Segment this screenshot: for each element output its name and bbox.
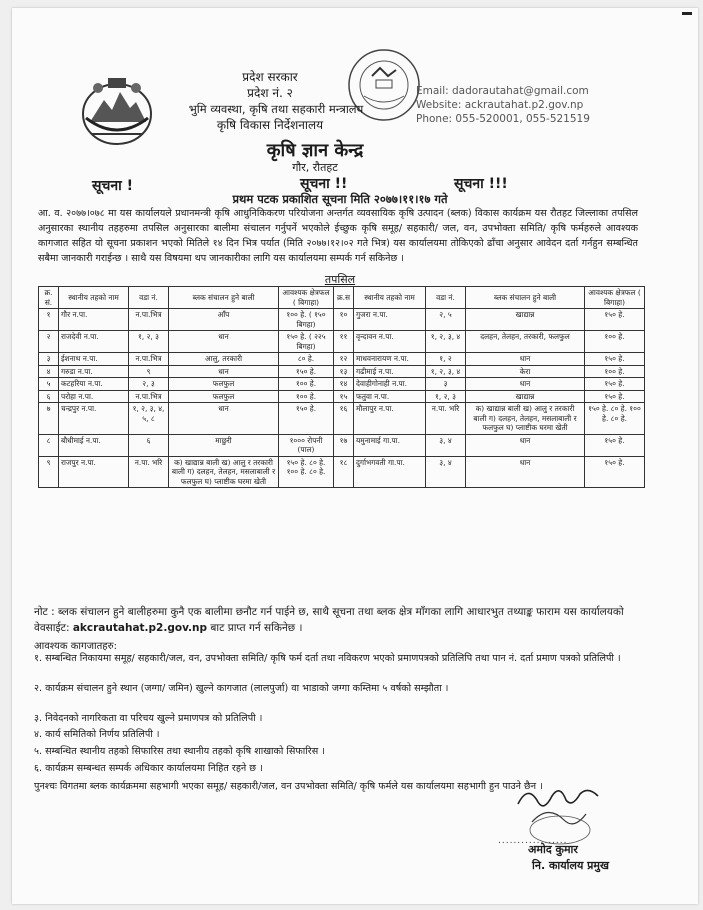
column-header: स्थानीय तहको नाम <box>354 287 426 309</box>
table-row <box>39 390 645 403</box>
table-header-row <box>39 287 645 309</box>
table-cell: धान <box>169 365 279 378</box>
table-cell: १५० हे. ८० हे. १०० हे. ८० हे. <box>279 456 334 488</box>
table-cell: १, २, ३, ४ <box>426 365 466 378</box>
table-cell: १०० हे. <box>279 390 334 403</box>
table-cell: बौधीमाई न.पा. <box>59 434 129 456</box>
header-government: प्रदेश सरकार <box>242 70 298 84</box>
contact-email: Email: dadorautahat@gmail.com <box>416 85 589 97</box>
table-cell: खाद्यान्न <box>466 309 585 331</box>
table-row <box>39 365 645 378</box>
table-cell: १, २, ३, ४ <box>426 331 466 353</box>
requirement-item-4: ४. कार्य समितिको निर्णय प्रतिलिपी । <box>34 729 160 740</box>
column-header: वडा नं. <box>426 287 466 309</box>
contact-website: Website: ackrautahat.p2.gov.np <box>416 99 584 111</box>
table-cell: न.पा.भित्र <box>129 353 169 366</box>
table-cell: ५ <box>39 378 59 391</box>
table-cell: क) खाद्यान्न बाली ख) आलु र तरकारी बाली ग) दलहन, तेलहन, मसलाबाली र फलफुल घ) प्लाष्टीक घरमा खेती <box>169 456 279 488</box>
table-row <box>39 309 645 331</box>
table-cell: क) खाद्यान्न बाली ख) आलु र तरकारी बाली ग) दलहन, तेलहन, मसलाबाली र फलफुल घ) प्लाष्टीक घरमा खेती <box>466 403 585 435</box>
table-row <box>39 434 645 456</box>
website-link[interactable]: akcrautahat.p2.gov.np <box>72 622 208 634</box>
table-cell: ९ <box>129 365 169 378</box>
table-cell: १५० हे. <box>585 378 645 391</box>
table-cell: धान <box>466 378 585 391</box>
table-cell: १५० हे. <box>585 309 645 331</box>
table-cell: केरा <box>466 365 585 378</box>
note-text: नोट : ब्लक संचालन हुने बालीहरुमा कुनै एक बालीमा छनौट गर्न पाईने छ, साथै सूचना तथा ब्लक क्षेत्र माँगका लागि आधारभुत तथ्याङ्क फाराम यस कार्यालयको वेवसाईट: <box>34 606 624 634</box>
table-cell: ८ <box>39 434 59 456</box>
table-cell: फलफुल <box>169 390 279 403</box>
table-cell: १५० हे. <box>279 403 334 435</box>
note-block <box>34 604 634 636</box>
notice-center: सूचना !! <box>300 176 348 192</box>
table-cell: ९ <box>39 456 59 488</box>
table-row <box>39 403 645 435</box>
table-cell: १५० हे. <box>585 434 645 456</box>
table-cell: १३ <box>334 365 354 378</box>
table-cell: दुर्गाभगवती गा.पा. <box>354 456 426 488</box>
table-cell: ११ <box>334 331 354 353</box>
table-cell: १५ <box>334 390 354 403</box>
table-cell: ६ <box>39 390 59 403</box>
table-cell: परोहा न.पा. <box>59 390 129 403</box>
table-cell: राजपुर न.पा. <box>59 456 129 488</box>
table-cell: ३ <box>426 378 466 391</box>
note-text-end: बाट प्राप्त गर्न सकिनेछ । <box>210 622 303 634</box>
table-cell: न.पा.भित्र <box>129 309 169 331</box>
table-cell: १ <box>39 309 59 331</box>
requirement-item-5: ५. सम्बन्धित स्थानीय तहको सिफारिस तथा स्थानीय तहको कृषि शाखाको सिफारिस । <box>34 746 325 757</box>
table-cell: फतुवा न.पा. <box>354 390 426 403</box>
table-cell: १, २, ३ <box>129 331 169 353</box>
header-ministry: भुमि व्यवस्था, कृषि तथा सहकारी मन्त्रालय <box>188 102 364 116</box>
table-cell: ईशनाथ न.पा. <box>59 353 129 366</box>
table-cell: न.पा. भरि <box>426 403 466 435</box>
column-header: स्थानीय तहको नाम <box>59 287 129 309</box>
table-cell: धान <box>466 456 585 488</box>
table-cell: गढीमाई न.पा. <box>354 365 426 378</box>
table-row <box>39 378 645 391</box>
column-header: आवश्यक क्षेत्रफल ( बिगाहा) <box>279 287 334 309</box>
table-cell: देवाहीगोनाही न.पा. <box>354 378 426 391</box>
table-cell: १०० हे. <box>279 378 334 391</box>
table-cell: धान <box>169 403 279 435</box>
table-cell: धान <box>466 353 585 366</box>
table-cell: १४ <box>334 378 354 391</box>
table-cell: १० <box>334 309 354 331</box>
table-cell: ६ <box>129 434 169 456</box>
table-cell: १, २ <box>426 353 466 366</box>
table-cell: १, २, ३ <box>426 390 466 403</box>
table-cell: १०० हे. <box>585 365 645 378</box>
table-cell: १५० हे. ८० हे. १०० हे. ८० हे. <box>585 403 645 435</box>
table-row <box>39 456 645 488</box>
notice-left: सूचना ! <box>92 178 134 194</box>
office-location: गौर, रौतहट <box>292 161 338 174</box>
table-cell: २, ३ <box>129 378 169 391</box>
table-cell: २, ५ <box>426 309 466 331</box>
requirement-item-3: ३. निवेदनको नागरिकता वा परिचय खुल्ने प्रमाणपत्र को प्रतिलिपी । <box>34 713 263 724</box>
column-header: वडा नं. <box>129 287 169 309</box>
corner-mark <box>682 12 692 15</box>
table-cell: ३ <box>39 353 59 366</box>
table-cell: गुजरा न.पा. <box>354 309 426 331</box>
table-cell: माछुरी <box>169 434 279 456</box>
table-cell: फलफुल <box>169 378 279 391</box>
table-cell: १५० हे. ( २२५ बिगहा) <box>279 331 334 353</box>
requirement-item-6: ६. कार्यक्रम सम्बन्धत सम्पर्क अधिकार कार्यालयमा निहित रहने छ । <box>34 763 263 774</box>
header-directorate: कृषि विकास निर्देशनालय <box>216 118 324 132</box>
column-header: क्र.स <box>334 287 354 309</box>
table-cell: १००० रोपनी (पाल) <box>279 434 334 456</box>
table-cell: राजदेवी न.पा. <box>59 331 129 353</box>
signature-line: .................. <box>498 836 568 846</box>
table-cell: आलु, तरकारी <box>169 353 279 366</box>
notice-right: सूचना !!! <box>454 176 508 192</box>
table-row <box>39 353 645 366</box>
table-cell: १८ <box>334 456 354 488</box>
table-cell: धान <box>169 331 279 353</box>
header-province: प्रदेश नं. २ <box>247 86 293 100</box>
table-cell: माधवनारायण न.पा. <box>354 353 426 366</box>
table-cell: गरुडा न.पा. <box>59 365 129 378</box>
table-cell: न.पा.भित्र <box>129 390 169 403</box>
table-cell: खाद्यान्न <box>466 390 585 403</box>
contact-phone: Phone: 055-520001, 055-521519 <box>416 113 590 125</box>
table-cell: दलहन, तेलहन, तरकारी, फलफुल <box>466 331 585 353</box>
table-cell: वृन्दावन न.पा. <box>354 331 426 353</box>
program-table <box>38 286 645 488</box>
table-cell: १५० हे. <box>585 456 645 488</box>
requirement-item-1: १. सम्बन्धित निकायमा समूह/ सहकारी/जल, वन, उपभोक्ता समिति/ कृषि फर्म दर्ता तथा नविकरण भएको प्रमाणपत्रको प्रतिलिपि तथा पान नं. दर्ता प्रमाण पत्रको प्रतिलिपी । <box>34 653 621 664</box>
table-cell: १५० हे. <box>585 390 645 403</box>
table-cell: धान <box>466 434 585 456</box>
table-cell: १०० हे. ( १५० बिगहा) <box>279 309 334 331</box>
table-cell: १०० हे. <box>585 331 645 353</box>
table-cell: ७ <box>39 403 59 435</box>
column-header: क्र. सं. <box>39 287 59 309</box>
table-cell: चन्द्रपुर न.पा. <box>59 403 129 435</box>
signatory-title: नि. कार्यालय प्रमुख <box>532 859 609 872</box>
column-header: ब्लक संचालन हुने बाली <box>466 287 585 309</box>
office-title: कृषि ज्ञान केन्द्र <box>266 140 364 161</box>
table-caption: तपसिल <box>324 273 356 286</box>
table-cell: १, २, ३, ४, ५, ८ <box>129 403 169 435</box>
table-cell: ४ <box>39 365 59 378</box>
table-cell: १७ <box>334 434 354 456</box>
table-cell: ८० हे. <box>279 353 334 366</box>
table-cell: मौलापुर न.पा. <box>354 403 426 435</box>
requirements-title: आवश्यक कागजातहरु: <box>34 641 117 652</box>
table-cell: १६ <box>334 403 354 435</box>
requirement-item-2: २. कार्यक्रम संचालन हुने स्थान (जग्गा/ जमिन) खुल्ने कागजात (लालपुर्जा) वा भाडाको जग्गा कम्तिमा ५ वर्षको सम्झौता । <box>34 683 449 694</box>
table-cell: यमुनामाई गा.पा. <box>354 434 426 456</box>
table-cell: १५० हे. <box>585 353 645 366</box>
table-cell: आँप <box>169 309 279 331</box>
table-cell: न.पा. भरि <box>129 456 169 488</box>
table-cell: १५० हे. <box>279 365 334 378</box>
table-cell: ३, ४ <box>426 434 466 456</box>
column-header: आवश्यक क्षेत्रफल ( बिगाहा) <box>585 287 645 309</box>
signatory-name: अमोद कुमार <box>528 843 578 856</box>
table-row <box>39 331 645 353</box>
column-header: ब्लक संचालन हुने बाली <box>169 287 279 309</box>
closing-note: पुनश्चः विगतमा ब्लक कार्यक्रममा सहभागी भएका समूह/ सहकारी/जल, वन उपभोक्ता समिति/ कृषि फर्मले यस कार्यालयमा सहभागी हुन पाउने छैन । <box>34 781 543 792</box>
table-cell: २ <box>39 331 59 353</box>
table-cell: गौर न.पा. <box>59 309 129 331</box>
table-cell: १२ <box>334 353 354 366</box>
government-emblem-icon <box>78 72 156 148</box>
notice-paragraph: आ. व. २०७७।०७८ मा यस कार्यालयले प्रधानमन्त्री कृषि आधुनिकिकरण परियोजना अन्तर्गत व्यवसायिक कृषि उत्पादन (ब्लक) विकास कार्यक्रम यस रौतहट जिल्लाका तपसिल अनुसारका स्थानीय तहहरुमा तपसिल अनुसारका बालीमा संचालन गर्नुपर्ने भएकोले ईच्छुक कृषि समूह/ सहकारी/ जल, वन, उपभोक्ता समिति/ कृषि फर्महरुले आवश्यक कागजात सहित यो सूचना प्रकाशन भएको मितिले १४ दिन भित्र पर्यात (मिति २०७७।१२।०२ गते भित्र) यस कार्यालयमा तोकिएको ढाँचा अनुसार आवेदन दर्ता गर्नहुन सम्बन्धित सबैमा जानकारी गराईन्छ । साथै यस विषयमा थप जानकारीका लागि यस कार्यालयमा सम्पर्क गर्न सकिनेछ । <box>38 208 638 264</box>
notice-subtitle: प्रथम पटक प्रकाशित सूचना मिति २०७७।११।१७ गते <box>232 192 448 206</box>
table-cell: कटहरिया न.पा. <box>59 378 129 391</box>
table-cell: ३, ४ <box>426 456 466 488</box>
